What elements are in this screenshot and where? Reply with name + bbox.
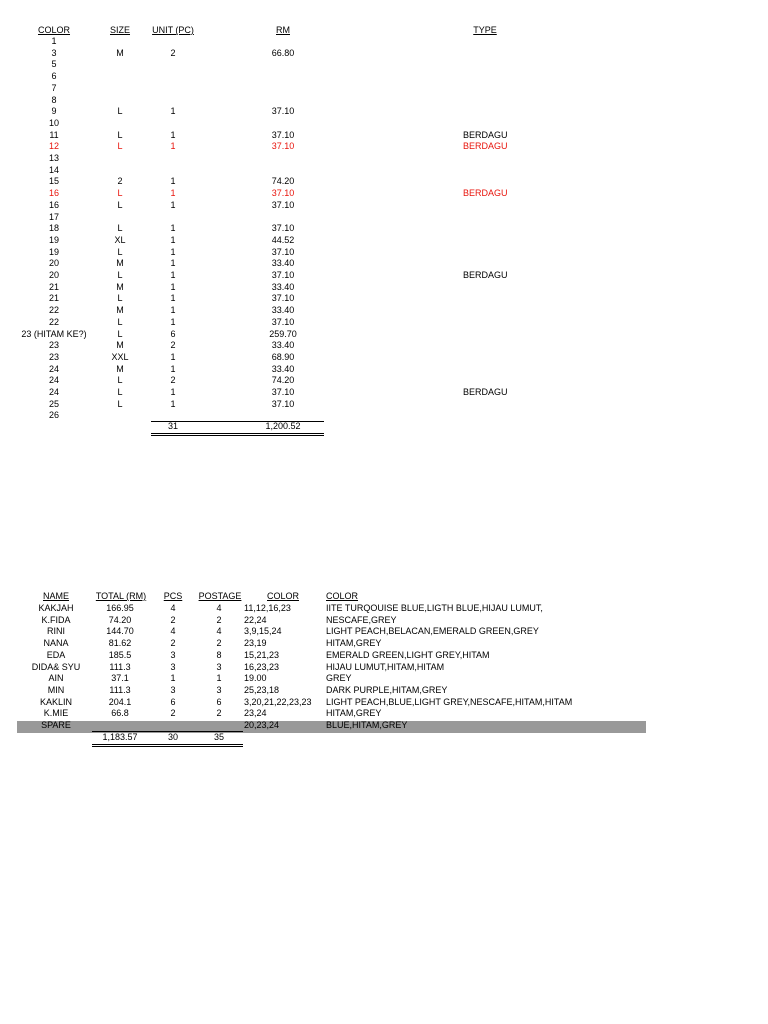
color-cell: 1 xyxy=(51,36,57,46)
unit-cell: 1 xyxy=(170,188,176,199)
header-type: TYPE xyxy=(473,25,497,35)
total-cell: 144.70 xyxy=(106,626,134,637)
color-codes-cell: 23,19 xyxy=(244,638,267,649)
pcs-cell: 2 xyxy=(170,708,176,719)
size-cell: L xyxy=(117,106,123,117)
size-cell: L xyxy=(117,199,123,210)
unit-cell: 1 xyxy=(170,199,176,210)
unit-cell: 1 xyxy=(170,363,176,374)
rm-cell: 68.90 xyxy=(271,351,295,362)
pcs-cell: 4 xyxy=(170,603,176,613)
rm-cell: 37.10 xyxy=(271,246,295,257)
color-names-cell: NESCAFE,GREY xyxy=(326,614,397,625)
name-cell: K.FIDA xyxy=(41,614,71,625)
size-cell: M xyxy=(116,258,124,269)
header-rm: RM xyxy=(276,25,290,35)
color-cell: 12 xyxy=(48,141,60,152)
size-cell: M xyxy=(116,47,124,58)
color-cell: 13 xyxy=(48,153,60,163)
color-codes-cell: 16,23,23 xyxy=(244,661,280,672)
rm-cell: 37.10 xyxy=(271,270,295,280)
rm-cell: 37.10 xyxy=(271,398,295,409)
total-cell: 37.1 xyxy=(111,673,129,684)
color-cell: 15 xyxy=(48,176,60,187)
unit-cell: 1 xyxy=(170,176,176,187)
name-cell: KAKLIN xyxy=(39,696,73,707)
rm-cell: 66.80 xyxy=(271,47,295,58)
color-names-cell: LIGHT PEACH,BLUE,LIGHT GREY,NESCAFE,HITAM,HITAM xyxy=(326,696,573,707)
pcs-cell: 6 xyxy=(170,696,176,707)
color-cell: 21 xyxy=(48,281,60,292)
size-cell: 2 xyxy=(117,176,123,187)
name-cell: RINI xyxy=(47,626,65,637)
color-cell: 18 xyxy=(48,223,60,234)
total-rule-double-1 xyxy=(151,433,324,434)
postage-cell: 4 xyxy=(216,603,222,613)
pcs-cell: 3 xyxy=(170,661,176,672)
rm-cell: 33.40 xyxy=(271,305,295,316)
color-cell: 14 xyxy=(48,164,60,175)
size-cell: L xyxy=(117,246,123,257)
total-rm: 1,200.52 xyxy=(265,421,301,431)
unit-cell: 1 xyxy=(170,281,176,292)
header-total: TOTAL (RM) xyxy=(95,591,147,601)
rm-cell: 37.10 xyxy=(271,188,295,199)
size-cell: L xyxy=(117,316,123,327)
color-names-cell: DARK PURPLE,HITAM,GREY xyxy=(326,684,448,695)
color-names-cell: HITAM,GREY xyxy=(326,638,382,649)
total-cell: 81.62 xyxy=(108,638,132,649)
color-names-cell: BLUE,HITAM,GREY xyxy=(326,720,408,730)
unit-cell: 1 xyxy=(170,258,176,269)
name-cell: NANA xyxy=(43,638,69,649)
unit-cell: 1 xyxy=(170,387,176,397)
total-cell: 111.3 xyxy=(109,661,131,672)
color-cell: 26 xyxy=(48,410,60,421)
grand-total: 1,183.57 xyxy=(102,732,138,742)
rm-cell: 33.40 xyxy=(271,258,295,269)
postage-cell: 8 xyxy=(216,649,222,660)
total-postage: 35 xyxy=(213,732,225,742)
color-cell: 17 xyxy=(48,211,60,222)
pcs-cell: 2 xyxy=(170,638,176,649)
header-color-names: COLOR xyxy=(326,591,359,601)
total-cell: 74.20 xyxy=(108,614,132,625)
color-names-cell: GREY xyxy=(326,673,352,684)
unit-cell: 2 xyxy=(170,375,176,386)
header-name: NAME xyxy=(42,591,70,601)
size-cell: XXL xyxy=(111,351,129,362)
color-codes-cell: 19.00 xyxy=(244,673,267,684)
total-cell: 111.3 xyxy=(109,684,131,695)
total-pcs: 30 xyxy=(167,732,179,742)
unit-cell: 1 xyxy=(170,316,176,327)
type-cell: BERDAGU xyxy=(463,129,508,140)
size-cell: L xyxy=(117,375,123,386)
rm-cell: 33.40 xyxy=(271,340,295,351)
rm-cell: 33.40 xyxy=(271,363,295,374)
color-cell: 16 xyxy=(48,199,60,210)
color-cell: 6 xyxy=(51,71,57,82)
rm-cell: 33.40 xyxy=(271,281,295,292)
color-cell: 19 xyxy=(48,234,60,245)
color-cell: 24 xyxy=(48,363,60,374)
size-cell: XL xyxy=(114,234,126,245)
total-cell: 185.5 xyxy=(108,649,132,660)
unit-cell: 1 xyxy=(170,293,176,304)
color-cell: 10 xyxy=(48,117,60,128)
name-cell: AIN xyxy=(48,673,64,684)
unit-cell: 2 xyxy=(170,340,176,351)
color-cell: 3 xyxy=(51,47,57,58)
unit-cell: 1 xyxy=(170,351,176,362)
color-cell: 22 xyxy=(48,316,60,327)
color-cell: 20 xyxy=(48,258,60,269)
name-cell: MIN xyxy=(47,684,65,695)
size-cell: L xyxy=(117,270,123,280)
size-cell: L xyxy=(117,141,123,152)
rm-cell: 37.10 xyxy=(271,199,295,210)
color-codes-cell: 20,23,24 xyxy=(244,720,280,730)
color-cell: 24 xyxy=(48,387,60,397)
color-codes-cell: 23,24 xyxy=(244,708,267,719)
total-cell: 166.95 xyxy=(106,603,134,613)
size-cell: L xyxy=(117,398,123,409)
size-cell: M xyxy=(116,281,124,292)
color-cell: 8 xyxy=(51,94,57,105)
size-cell: L xyxy=(117,387,123,397)
pcs-cell: 2 xyxy=(170,614,176,625)
color-cell: 21 xyxy=(48,293,60,304)
color-cell: 23 (HITAM KE?) xyxy=(21,328,87,339)
postage-cell: 3 xyxy=(216,661,222,672)
rm-cell: 37.10 xyxy=(271,316,295,327)
unit-cell: 1 xyxy=(170,234,176,245)
unit-cell: 1 xyxy=(170,246,176,257)
pcs-cell: 3 xyxy=(170,649,176,660)
type-cell: BERDAGU xyxy=(463,270,508,280)
color-cell: 25 xyxy=(48,398,60,409)
type-cell: BERDAGU xyxy=(463,188,508,199)
color-codes-cell: 25,23,18 xyxy=(244,684,280,695)
rm-cell: 37.10 xyxy=(271,106,295,117)
header-postage: POSTAGE xyxy=(198,591,242,601)
header-unit: UNIT (PC) xyxy=(152,25,194,35)
total-rule-double-2 xyxy=(92,746,243,747)
total-rule-double-1 xyxy=(92,744,243,745)
rm-cell: 44.52 xyxy=(271,234,295,245)
total-cell: 204.1 xyxy=(108,696,132,707)
header-color: COLOR xyxy=(37,25,71,35)
rm-cell: 37.10 xyxy=(271,387,295,397)
rm-cell: 37.10 xyxy=(271,129,295,140)
header-size: SIZE xyxy=(109,25,131,35)
size-cell: L xyxy=(117,328,123,339)
type-cell: BERDAGU xyxy=(463,141,508,152)
unit-cell: 1 xyxy=(170,129,176,140)
pcs-cell: 4 xyxy=(170,626,176,637)
size-cell: L xyxy=(117,293,123,304)
color-names-cell: LIGHT PEACH,BELACAN,EMERALD GREEN,GREY xyxy=(326,626,539,637)
postage-cell: 1 xyxy=(216,673,222,684)
header-color-codes: COLOR xyxy=(266,591,300,601)
rm-cell: 74.20 xyxy=(271,375,295,386)
color-names-cell: HIJAU LUMUT,HITAM,HITAM xyxy=(326,661,445,672)
rm-cell: 259.70 xyxy=(269,328,297,339)
unit-cell: 6 xyxy=(170,328,176,339)
size-cell: M xyxy=(116,363,124,374)
color-cell: 23 xyxy=(48,351,60,362)
color-codes-cell: 15,21,23 xyxy=(244,649,280,660)
color-cell: 24 xyxy=(48,375,60,386)
total-cell: 66.8 xyxy=(111,708,129,719)
name-cell: KAKJAH xyxy=(38,603,74,613)
type-cell: BERDAGU xyxy=(463,387,508,397)
color-cell: 11 xyxy=(49,129,59,140)
color-codes-cell: 11,12,16,23 xyxy=(244,603,291,613)
unit-cell: 1 xyxy=(170,106,176,117)
size-cell: L xyxy=(117,188,123,199)
color-cell: 7 xyxy=(51,82,57,93)
rm-cell: 37.10 xyxy=(271,223,295,234)
size-cell: L xyxy=(117,223,123,234)
color-codes-cell: 3,9,15,24 xyxy=(244,626,282,637)
unit-cell: 1 xyxy=(170,398,176,409)
color-names-cell: IITE TURQOUISE BLUE,LIGTH BLUE,HIJAU LUMUT, xyxy=(326,603,543,613)
unit-cell: 1 xyxy=(170,270,176,280)
size-cell: L xyxy=(117,129,123,140)
name-cell: DIDA& SYU xyxy=(31,661,81,672)
name-cell: EDA xyxy=(46,649,66,660)
rm-cell: 37.10 xyxy=(271,293,295,304)
postage-cell: 2 xyxy=(216,638,222,649)
total-rule-double-2 xyxy=(151,435,324,436)
pcs-cell: 1 xyxy=(170,673,176,684)
unit-cell: 2 xyxy=(170,47,176,58)
postage-cell: 6 xyxy=(216,696,222,707)
postage-cell: 3 xyxy=(216,684,222,695)
unit-cell: 1 xyxy=(170,223,176,234)
color-names-cell: EMERALD GREEN,LIGHT GREY,HITAM xyxy=(326,649,490,660)
rm-cell: 74.20 xyxy=(271,176,295,187)
color-cell: 9 xyxy=(51,106,57,117)
size-cell: M xyxy=(116,340,124,351)
total-units: 31 xyxy=(167,421,179,431)
name-cell: K.MIE xyxy=(43,708,69,719)
unit-cell: 1 xyxy=(170,141,176,152)
postage-cell: 2 xyxy=(216,614,222,625)
color-cell: 20 xyxy=(48,270,60,280)
size-cell: M xyxy=(116,305,124,316)
rm-cell: 37.10 xyxy=(271,141,295,152)
name-cell: SPARE xyxy=(41,720,71,730)
color-cell: 19 xyxy=(48,246,60,257)
color-cell: 5 xyxy=(51,59,57,70)
color-names-cell: HITAM,GREY xyxy=(326,708,382,719)
header-pcs: PCS xyxy=(163,591,183,601)
postage-cell: 4 xyxy=(216,626,222,637)
color-codes-cell: 3,20,21,22,23,23 xyxy=(244,696,312,707)
unit-cell: 1 xyxy=(170,305,176,316)
color-codes-cell: 22,24 xyxy=(244,614,267,625)
color-cell: 22 xyxy=(48,305,60,316)
pcs-cell: 3 xyxy=(170,684,176,695)
color-cell: 23 xyxy=(48,340,60,351)
color-cell: 16 xyxy=(48,188,60,199)
postage-cell: 2 xyxy=(216,708,222,719)
